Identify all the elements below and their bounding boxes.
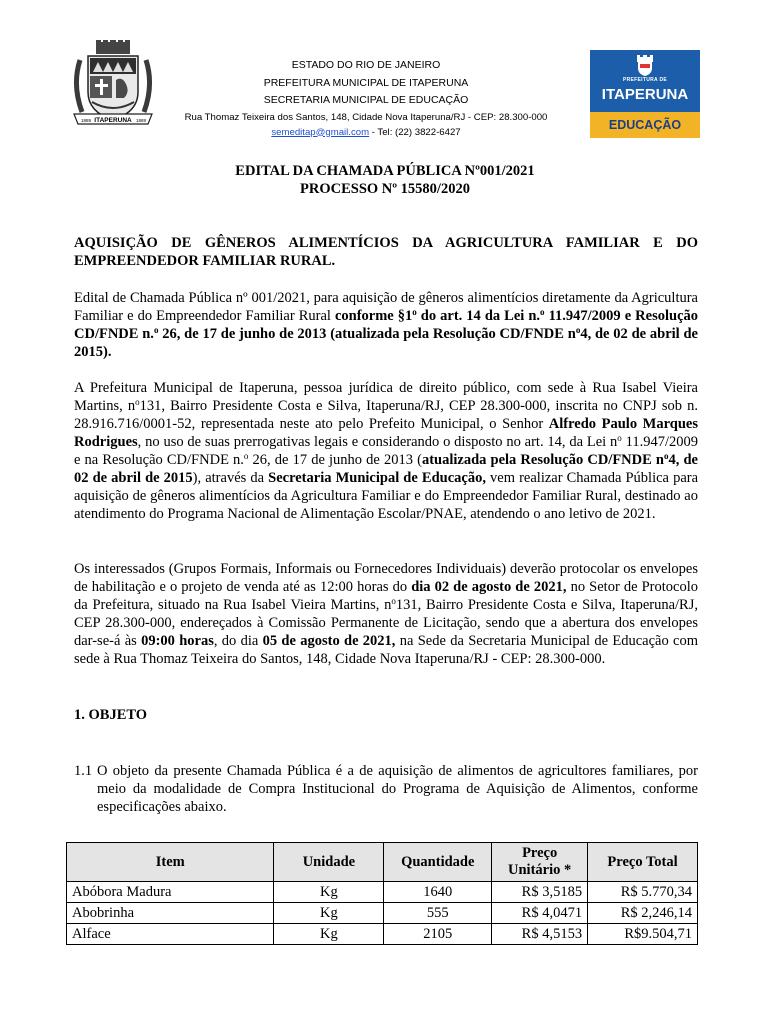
p2-bold: Secretaria Municipal de Educação, — [268, 470, 486, 486]
p3-text: , do dia — [213, 633, 263, 649]
cell-unit: Kg — [274, 882, 384, 903]
cell-unit: Kg — [274, 903, 384, 924]
process-number: PROCESSO Nº 15580/2020 — [300, 181, 470, 197]
p1-sup: o — [412, 307, 417, 317]
unit-price-header-line-1: Preço — [522, 845, 558, 861]
brand-emblem-icon — [590, 50, 700, 78]
mayor-name: Alfredo Paulo Marques Rodrigues — [74, 416, 698, 450]
paragraph-intro — [74, 289, 698, 361]
email-link[interactable]: semeditap@gmail.com — [271, 126, 370, 138]
cell-unit-price: R$ 4,0471 — [492, 903, 588, 924]
crest-year-left: 1889 — [81, 118, 92, 123]
cell-quantity: 555 — [384, 903, 492, 924]
cell-total-price: R$9.504,71 — [588, 924, 698, 945]
p1-bold: 4, de 02 de abril de 2015). — [74, 326, 698, 360]
col-header-quantity: Quantidade — [384, 843, 492, 882]
p3-bold: dia 02 de agosto de 2021, — [411, 579, 567, 595]
items-table — [66, 842, 698, 945]
brand-small-text: PREFEITURA DE — [623, 77, 667, 83]
cell-quantity: 1640 — [384, 882, 492, 903]
p1-bold: conforme §1 — [334, 308, 413, 324]
p1-text: Edital de Chamada Pública nº 001/2021, para aquisição de gêneros alimentícios diretamente da Agricultura Familiar e do Empreendedor Familiar Rural — [74, 290, 698, 324]
edital-title: EDITAL DA CHAMADA PÚBLICA Nº001/2021 — [235, 163, 535, 179]
p1-sup: o — [153, 325, 159, 335]
cell-item: Abóbora Madura — [67, 882, 274, 903]
paragraph-deadlines — [74, 560, 698, 668]
p1-bold: do art. 14 da Lei n. — [416, 308, 541, 324]
paragraph-prefecture — [74, 379, 698, 523]
p2-text: 131, Bairro Presidente Costa e Silva, Itaperuna/RJ, CEP 28.300-000, inscrita no CNPJ sob n. 28.916.716/0001-52, representada neste ato pelo Prefeito Municipal, o Senhor — [74, 398, 699, 432]
p3-bold: 09:00 horas — [141, 633, 214, 649]
table-row — [67, 903, 698, 924]
cell-quantity: 2105 — [384, 924, 492, 945]
itaperuna-education-logo — [590, 50, 700, 138]
brand-logo-top — [590, 50, 700, 112]
p3-text: no Setor de Protocolo da Prefeitura, situado na Rua Isabel Vieira Martins, n — [74, 579, 698, 613]
brand-name: ITAPERUNA — [601, 86, 689, 103]
header-prefecture: PREFEITURA MUNICIPAL DE ITAPERUNA — [263, 76, 469, 89]
p2-text: , no uso de suas prerrogativas legais e considerando o disposto no art. 14, da Lei n — [137, 434, 618, 450]
letterhead — [160, 57, 572, 140]
subject-heading — [74, 234, 698, 270]
header-contact — [160, 125, 572, 140]
cell-item: Abobrinha — [67, 903, 274, 924]
p2-sup: o — [135, 397, 140, 407]
p2-sup: o — [664, 451, 669, 461]
item-number: 1.1 — [74, 763, 93, 779]
cell-unit: Kg — [274, 924, 384, 945]
header-state: ESTADO DO RIO DE JANEIRO — [291, 59, 441, 71]
p2-bold: atualizada pela Resolução CD/FNDE n — [421, 452, 664, 468]
unit-price-header-line-2: Unitário * — [508, 862, 572, 878]
p1-sup: o — [540, 307, 545, 317]
p2-text: 26, de 17 de junho de 2013 ( — [248, 452, 422, 468]
p3-bold: 05 de agosto de 2021, — [262, 633, 396, 649]
p2-text: ), através da — [192, 470, 269, 486]
item-1-1-text: O objeto da presente Chamada Pública é a de aquisição de alimentos de agricultores familiares, por meio da modalidade de Compra Institucional do Programa de Aquisição de Alimentos, conforme especificações abaixo. — [97, 763, 698, 815]
col-header-unit-price — [492, 843, 588, 882]
crest-ribbon-text: ITAPERUNA — [94, 117, 132, 124]
col-header-item: Item — [67, 843, 274, 882]
cell-total-price: R$ 5.770,34 — [588, 882, 698, 903]
col-header-unit: Unidade — [274, 843, 384, 882]
crest-year-right: 1889 — [136, 118, 147, 123]
cell-unit-price: R$ 3,5185 — [492, 882, 588, 903]
p3-text: 131, Bairro Presidente Costa e Silva, Itaperuna/RJ, CEP 28.300-000, endereçados à Comissão Permanente de Licitação, sendo que a abertura dos envelopes dar-se-á às — [74, 597, 698, 649]
subject-line-1: AQUISIÇÃO DE GÊNEROS ALIMENTÍCIOS DA AGRICULTURA FAMILIAR E DO — [74, 235, 698, 251]
table-row — [67, 924, 698, 945]
section-heading-objeto: 1. OBJETO — [74, 707, 148, 723]
p2-text: A Prefeitura Municipal de Itaperuna, pessoa jurídica de direito público, com sede à Rua Isabel Vieira Martins, n — [74, 380, 698, 414]
p2-sup: o — [617, 433, 622, 443]
p2-text: 11.947/2009 e na Resolução CD/FNDE n. — [74, 434, 698, 468]
cell-unit-price: R$ 4,5153 — [492, 924, 588, 945]
header-secretariat: SECRETARIA MUNICIPAL DE EDUCAÇÃO — [263, 94, 469, 106]
p1-bold: 11.947/2009 e Resolução CD/FNDE n. — [74, 308, 699, 342]
header-phone: - Tel: (22) 3822-6427 — [369, 126, 461, 138]
p1-bold: 26, de 17 de junho de 2013 (atualizada pela Resolução CD/FNDE n — [158, 326, 576, 342]
cell-item: Alface — [67, 924, 274, 945]
brand-department: EDUCAÇÃO — [590, 112, 700, 138]
p3-text: Os interessados (Grupos Formais, Informais ou Fornecedores Individuais) deverão protocolar os envelopes de habilitação e o projeto de venda até as 12:00 horas do — [74, 561, 698, 595]
p1-sup: o — [575, 325, 581, 335]
cell-total-price: R$ 2,246,14 — [588, 903, 698, 924]
table-header-row — [67, 843, 698, 882]
p3-sup: o — [391, 596, 396, 606]
table-row — [67, 882, 698, 903]
municipal-crest-icon — [70, 40, 156, 132]
p2-bold: 4, de 02 de abril de 2015 — [74, 452, 698, 486]
p3-text: na Sede da Secretaria Municipal de Educação com sede à Rua Thomaz Teixeira do Santos, 148, Cidade Nova Itaperuna/RJ - CEP: 28.300-000. — [74, 633, 698, 667]
header-address: Rua Thomaz Teixeira dos Santos, 148, Cidade Nova Itaperuna/RJ - CEP: 28.300-000 — [184, 111, 548, 123]
subject-line-2: EMPREENDEDOR FAMILIAR RURAL. — [74, 253, 336, 269]
p2-sup: o — [243, 451, 249, 461]
p2-text: vem realizar Chamada Pública para aquisição de gêneros alimentícios da Agricultura Familiar e do Empreendedor Familiar Rural, destinado ao atendimento do Programa Nacional de Alimentação Escolar/PNAE, atendendo o ano letivo de 2021. — [74, 470, 699, 522]
col-header-total-price: Preço Total — [588, 843, 698, 882]
